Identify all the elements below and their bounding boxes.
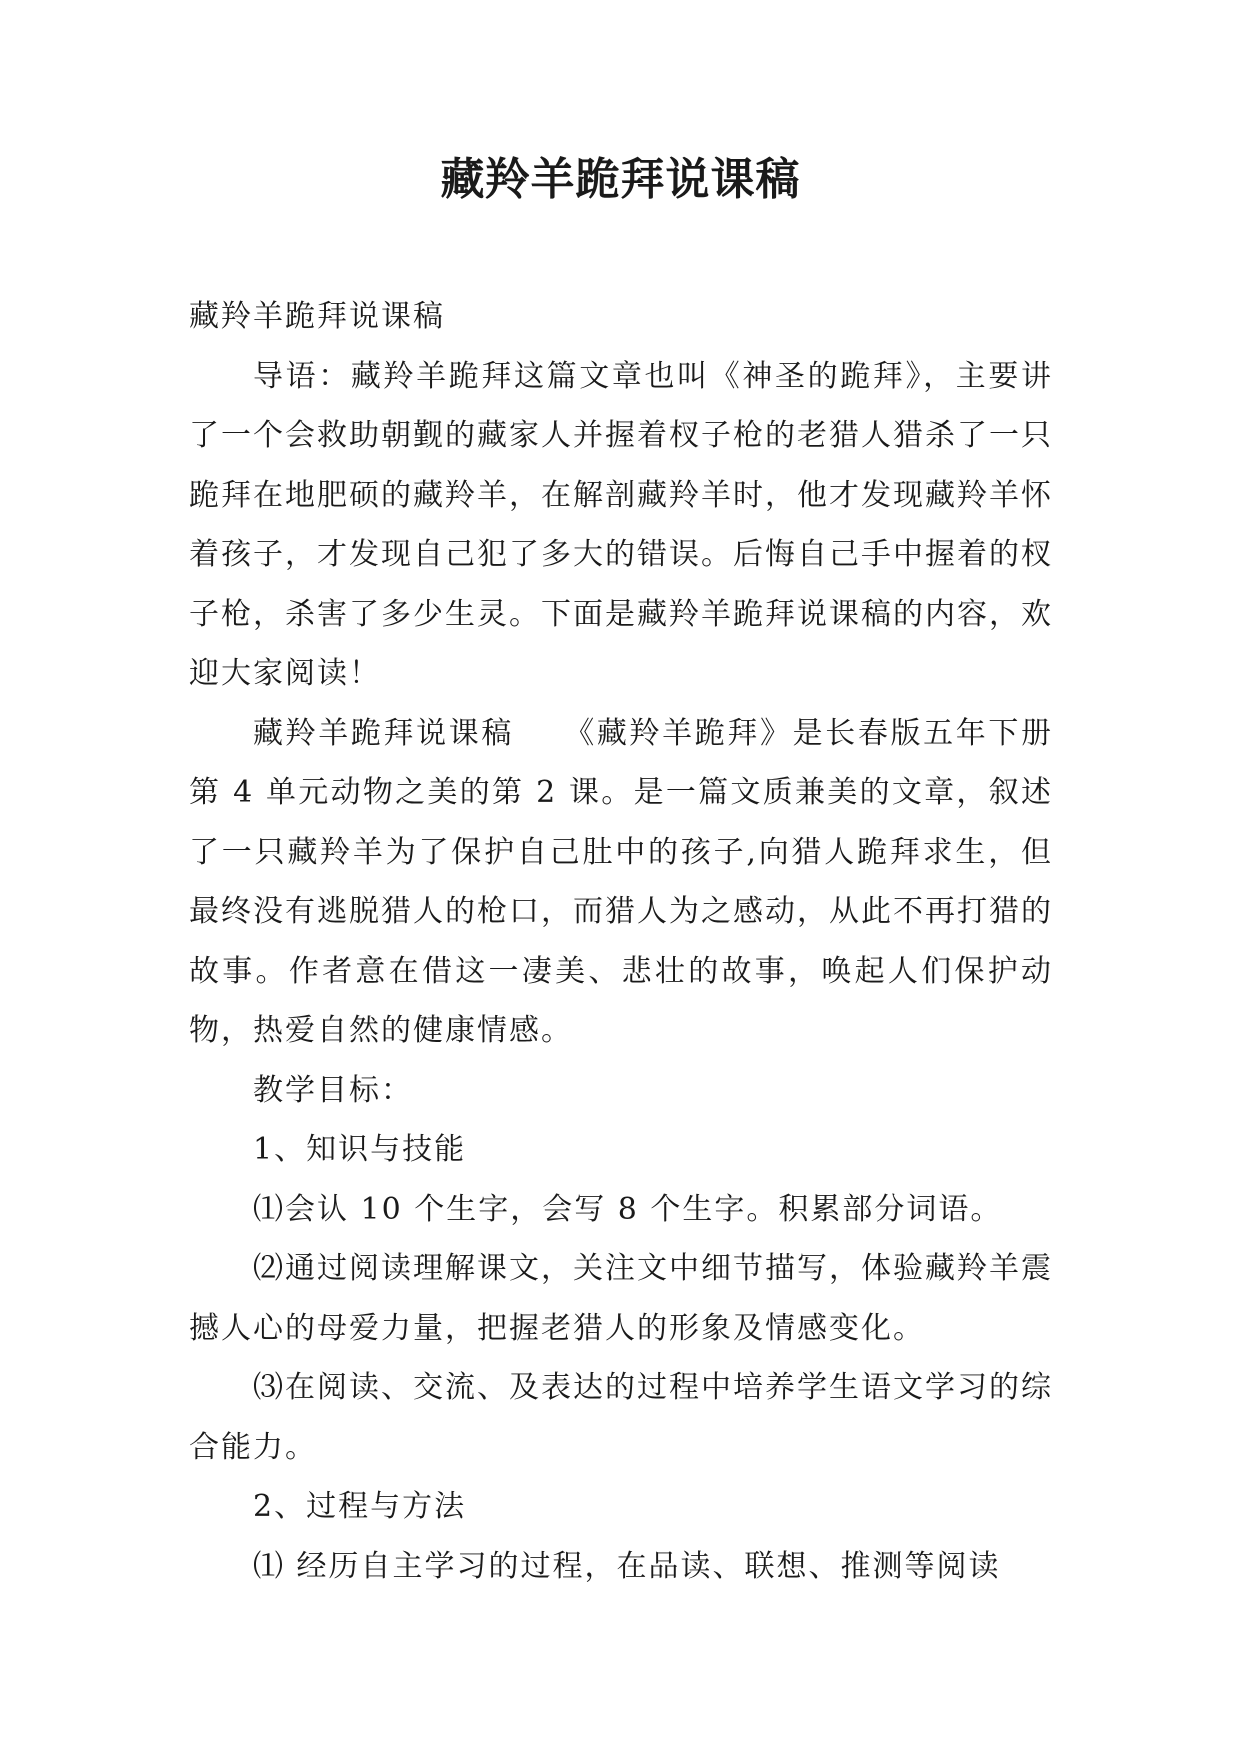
- document-title: 藏羚羊跪拜说课稿: [440, 154, 801, 205]
- paragraph-item-1-1: ⑴会认 10 个生字，会写 8 个生字。积累部分词语。: [253, 1191, 1003, 1227]
- paragraph-section-1: 1、知识与技能: [253, 1132, 467, 1167]
- document-body: [189, 287, 1053, 1596]
- paragraph-overview: 藏羚羊跪拜说课稿 《藏羚羊跪拜》是长春版五年下册第 4 单元动物之美的第 2 课。是一篇文质兼美的文章，叙述了一只藏羚羊为了保护自己肚中的孩子,向猎人跪拜求生，但最终没有逃脱猎人的枪口，而猎人为之感动，从此不再打猎的故事。作者意在借这一凄美、悲壮的故事，唤起人们保护动物，热爱自然的健康情感。: [189, 715, 1053, 1048]
- paragraph-heading: 藏羚羊跪拜说课稿: [189, 299, 445, 334]
- paragraph-goals-heading: 教学目标：: [253, 1072, 413, 1108]
- paragraph-item-1-2: ⑵通过阅读理解课文，关注文中细节描写，体验藏羚羊震撼人心的母爱力量，把握老猎人的形象及情感变化。: [189, 1251, 1053, 1346]
- paragraph-section-2: 2、过程与方法: [253, 1489, 467, 1524]
- paragraph-intro: 导语：藏羚羊跪拜这篇文章也叫《神圣的跪拜》，主要讲了一个会救助朝觐的藏家人并握着杈子枪的老猎人猎杀了一只跪拜在地肥硕的藏羚羊，在解剖藏羚羊时，他才发现藏羚羊怀着孩子，才发现自己犯了多大的错误。后悔自己手中握着的杈子枪，杀害了多少生灵。下面是藏羚羊跪拜说课稿的内容，欢迎大家阅读！: [189, 358, 1053, 691]
- paragraph-item-2-1: ⑴ 经历自主学习的过程，在品读、联想、推测等阅读: [253, 1548, 1001, 1584]
- paragraph-item-1-3: ⑶在阅读、交流、及表达的过程中培养学生语文学习的综合能力。: [189, 1370, 1053, 1465]
